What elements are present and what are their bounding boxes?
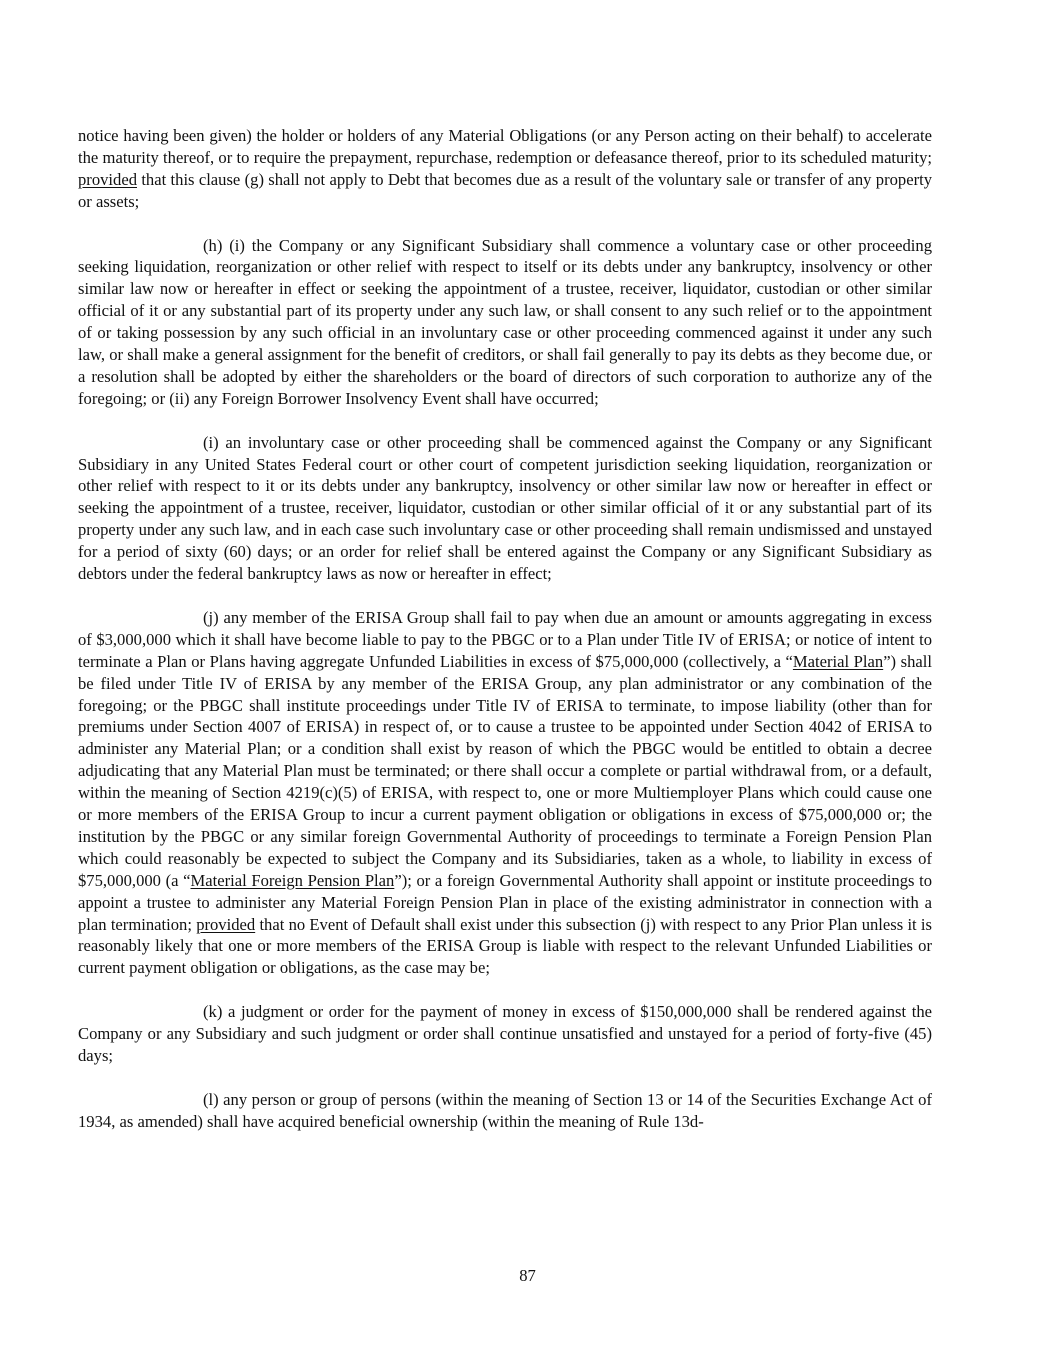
paragraph-g-continued xyxy=(78,125,932,213)
material-foreign-pension-plan-term: Material Foreign Pension Plan xyxy=(190,870,395,890)
provided-term: provided xyxy=(78,169,137,189)
paragraph-j xyxy=(78,607,932,979)
paragraph-i: (i) an involuntary case or other proceeding shall be commenced against the Company or any Significant Subsidiary in any United States Federal court or other court of competent jurisdiction seeking liquidation, reorganization or other relief with respect to it or its debts under any bankruptcy, insolvency or other similar law now or hereafter in effect or seeking the appointment of a trustee, receiver, liquidator, custodian or other similar official of it or any substantial part of its property under any such law, and in each case such involuntary case or other proceeding shall remain undismissed and unstayed for a period of sixty (60) days; or an order for relief shall be entered against the Company or any Significant Subsidiary as debtors under the federal bankruptcy laws as now or hereafter in effect; xyxy=(78,432,932,584)
page-number: 87 xyxy=(519,1266,536,1285)
paragraph-j-text-2: ”) shall be filed under Title IV of ERISA by any member of the ERISA Group, any plan administrator or any combination of the foregoing; or the PBGC shall institute proceedings under Title IV of ERISA to terminate, to impose liability (other than for premiums under Section 4007 of ERISA) in respect of, or to cause a trustee to be appointed under Section 4042 of ERISA to administer any Material Plan; or a condition shall exist by reason of which the PBGC would be entitled to obtain a decree adjudicating that any Material Plan must be terminated; or there shall occur a complete or partial withdrawal from, or a default, within the meaning of Section 4219(c)(5) of ERISA, with respect to, one or more Multiemployer Plans which could cause one or more members of the ERISA Group to incur a current payment obligation or obligations in excess of $75,000,000 or; the institution by the PBGC or any similar foreign Governmental Authority of proceedings to terminate a Foreign Pension Plan which could reasonably be expected to subject the Company and its Subsidiaries, taken as a whole, to liability in excess of $75,000,000 (a “ xyxy=(78,651,932,890)
paragraph-k: (k) a judgment or order for the payment of money in excess of $150,000,000 shall be rendered against the Company or any Subsidiary and such judgment or order shall continue unsatisfied and unstayed for a period of forty-five (45) days; xyxy=(78,1002,932,1065)
material-plan-term: Material Plan xyxy=(792,651,884,671)
paragraph-j-text-3: ”); or a foreign Governmental Authority shall appoint or institute proceedings to appoint a trustee to administer any Material Foreign Pension Plan in place of the existing administrator in connection with a plan termination; xyxy=(78,870,932,934)
paragraph-g-text-2: that this clause (g) shall not apply to Debt that becomes due as a result of the voluntary sale or transfer of any property or assets; xyxy=(78,169,932,211)
paragraph-g-text-1: notice having been given) the holder or holders of any Material Obligations (or any Person acting on their behalf) to accelerate the maturity thereof, or to require the prepayment, repurchase, redemption or defeasance thereof, prior to its scheduled maturity; xyxy=(78,126,932,167)
document-page xyxy=(78,125,932,1155)
paragraph-j-text-4: that no Event of Default shall exist under this subsection (j) with respect to any Prior Plan unless it is reasonably likely that one or more members of the ERISA Group is liable with respect to the relevant Unfunded Liabilities or current payment obligation or obligations, as the case may be; xyxy=(78,914,932,978)
provided-term: provided xyxy=(196,914,256,934)
paragraph-l: (l) any person or group of persons (within the meaning of Section 13 or 14 of the Securities Exchange Act of 1934, as amended) shall have acquired beneficial ownership (within the meaning of Rule 13d- xyxy=(78,1089,932,1131)
paragraph-j-text-1: (j) any member of the ERISA Group shall fail to pay when due an amount or amounts aggregating in excess of $3,000,000 which it shall have become liable to pay to the PBGC or to a Plan under Title IV of ERISA; or notice of intent to terminate a Plan or Plans having aggregate Unfunded Liabilities in excess of $75,000,000 (collectively, a “ xyxy=(78,607,932,671)
paragraph-h: (h) (i) the Company or any Significant Subsidiary shall commence a voluntary case or other proceeding seeking liquidation, reorganization or other relief with respect to itself or its debts under any bankruptcy, insolvency or other similar law now or hereafter in effect or seeking the appointment of a trustee, receiver, liquidator, custodian or other similar official of it or any substantial part of its property under any such law, or shall consent to any such relief or to the appointment of or taking possession by any such official in an involuntary case or other proceeding commenced against it under any such law, or shall make a general assignment for the benefit of creditors, or shall fail generally to pay its debts as they become due, or a resolution shall be adopted by either the shareholders or the board of directors of such corporation to authorize any of the foregoing; or (ii) any Foreign Borrower Insolvency Event shall have occurred; xyxy=(78,235,932,408)
